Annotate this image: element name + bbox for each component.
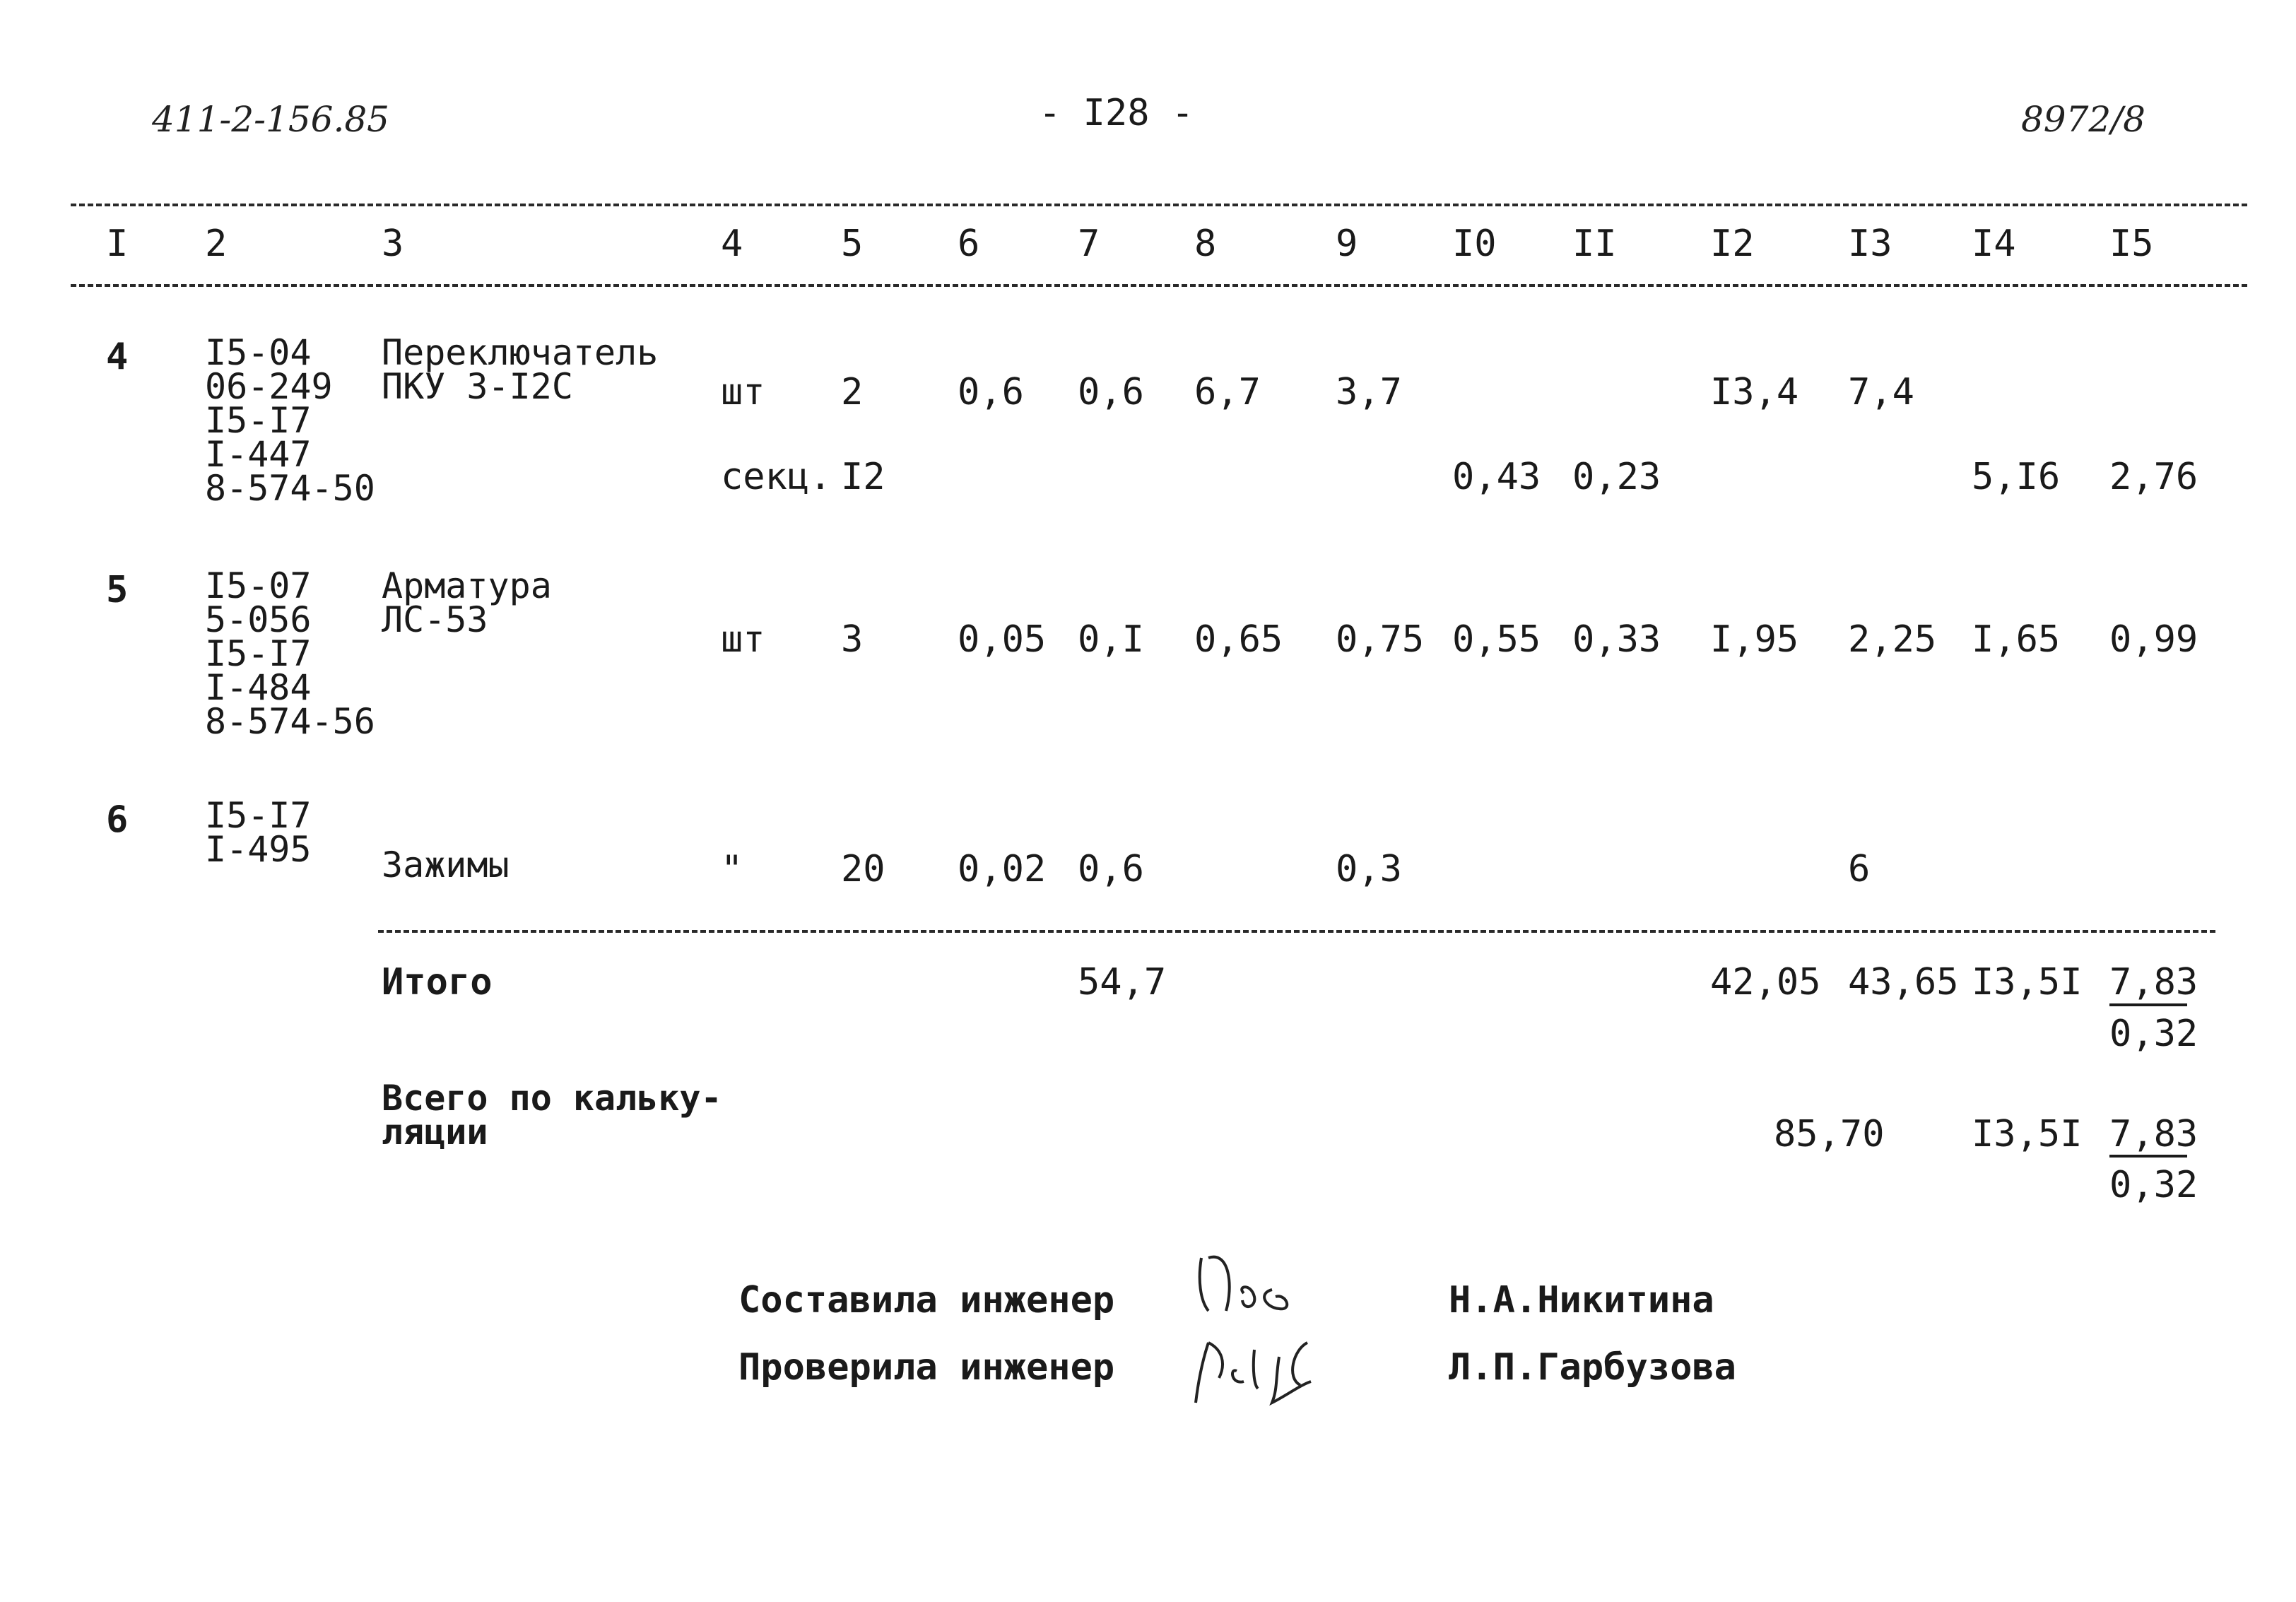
- row-col15: 2,76: [2109, 456, 2198, 498]
- row-col11: 0,23: [1572, 456, 1661, 498]
- column-header-10: I0: [1452, 223, 1497, 265]
- column-header-5: 5: [841, 223, 864, 265]
- row-codes: I5-07 5-056 I5-I7 I-484 8-574-56: [205, 565, 375, 742]
- column-header-2: 2: [205, 223, 228, 265]
- row-col15: 0,99: [2109, 618, 2198, 661]
- column-header-13: I3: [1848, 223, 1892, 265]
- row-qty: 2: [841, 371, 864, 413]
- row-number: 4: [106, 336, 129, 378]
- vsego-col14: I3,5I: [1972, 1113, 2083, 1155]
- signature-compiled: [1200, 1257, 1288, 1311]
- row-col9: 3,7: [1336, 371, 1402, 413]
- checked-by-role: Проверила инженер: [738, 1346, 1115, 1389]
- row-unit: ": [721, 848, 743, 890]
- row-codes: I5-I7 I-495: [205, 795, 312, 870]
- row-unit: шт: [721, 618, 765, 661]
- itogo-col15-numerator: 7,83: [2109, 961, 2198, 1003]
- row-col13: 7,4: [1848, 371, 1914, 413]
- sheet-ref: 8972/8: [2021, 99, 2145, 140]
- row-col6: 0,6: [958, 371, 1024, 413]
- row-col7: 0,6: [1078, 848, 1144, 890]
- row-qty: 20: [841, 848, 885, 890]
- row-col13: 2,25: [1848, 618, 1937, 661]
- compiled-by-role: Составила инженер: [738, 1279, 1115, 1321]
- vsego-fraction-bar: [2109, 1155, 2187, 1158]
- row-col10: 0,55: [1452, 618, 1541, 661]
- itogo-col14: I3,5I: [1972, 961, 2083, 1003]
- itogo-col12: 42,05: [1710, 961, 1821, 1003]
- column-header-7: 7: [1078, 223, 1100, 265]
- row-col11: 0,33: [1572, 618, 1661, 661]
- row-number: 6: [106, 799, 129, 841]
- column-header-3: 3: [382, 223, 404, 265]
- itogo-col15-denominator: 0,32: [2109, 1013, 2198, 1055]
- table-top-rule: [71, 204, 2247, 206]
- row-unit: шт: [721, 371, 765, 413]
- column-header-12: I2: [1710, 223, 1755, 265]
- totals-rule: [378, 930, 2215, 933]
- row-col14: 5,I6: [1972, 456, 2061, 498]
- row-col7: 0,6: [1078, 371, 1144, 413]
- row-col9: 0,3: [1336, 848, 1402, 890]
- doc-code: 411-2-156.85: [152, 99, 389, 140]
- row-col12: I3,4: [1710, 371, 1799, 413]
- row-col10: 0,43: [1452, 456, 1541, 498]
- itogo-fraction-bar: [2109, 1003, 2187, 1006]
- column-header-14: I4: [1972, 223, 2016, 265]
- vsego-col12-13: 85,70: [1774, 1113, 1885, 1155]
- itogo-label: Итого: [382, 961, 493, 1003]
- column-header-11: II: [1572, 223, 1617, 265]
- itogo-col13: 43,65: [1848, 961, 1959, 1003]
- row-col14: I,65: [1972, 618, 2061, 661]
- signature-checked: [1196, 1343, 1311, 1403]
- row-col7: 0,I: [1078, 618, 1144, 661]
- vsego-label: Всего по кальку- ляции: [382, 1078, 722, 1153]
- row-col6: 0,02: [958, 848, 1047, 890]
- page-number: - I28 -: [1039, 92, 1194, 134]
- row-unit: секц.: [721, 456, 832, 498]
- row-col13: 6: [1848, 848, 1871, 890]
- row-col8: 6,7: [1194, 371, 1261, 413]
- row-qty: 3: [841, 618, 864, 661]
- row-name: Арматура ЛС-53: [382, 565, 552, 640]
- itogo-col7: 54,7: [1078, 961, 1167, 1003]
- vsego-col15-denominator: 0,32: [2109, 1164, 2198, 1206]
- row-qty: I2: [841, 456, 885, 498]
- row-col6: 0,05: [958, 618, 1047, 661]
- header-bottom-rule: [71, 284, 2247, 287]
- column-header-1: I: [106, 223, 129, 265]
- row-name: Переключатель ПКУ 3-I2С: [382, 332, 659, 407]
- column-header-15: I5: [2109, 223, 2154, 265]
- checked-by-name: Л.П.Гарбузова: [1449, 1346, 1736, 1389]
- column-header-8: 8: [1194, 223, 1217, 265]
- compiled-by-name: Н.А.Никитина: [1449, 1279, 1714, 1321]
- row-col8: 0,65: [1194, 618, 1283, 661]
- row-codes: I5-04 06-249 I5-I7 I-447 8-574-50: [205, 332, 375, 509]
- column-header-4: 4: [721, 223, 743, 265]
- row-number: 5: [106, 569, 129, 611]
- column-header-9: 9: [1336, 223, 1358, 265]
- row-col9: 0,75: [1336, 618, 1425, 661]
- vsego-col15-numerator: 7,83: [2109, 1113, 2198, 1155]
- row-name: Зажимы: [382, 844, 510, 885]
- handwritten-signatures: [1187, 1244, 1371, 1413]
- row-col12: I,95: [1710, 618, 1799, 661]
- column-header-6: 6: [958, 223, 980, 265]
